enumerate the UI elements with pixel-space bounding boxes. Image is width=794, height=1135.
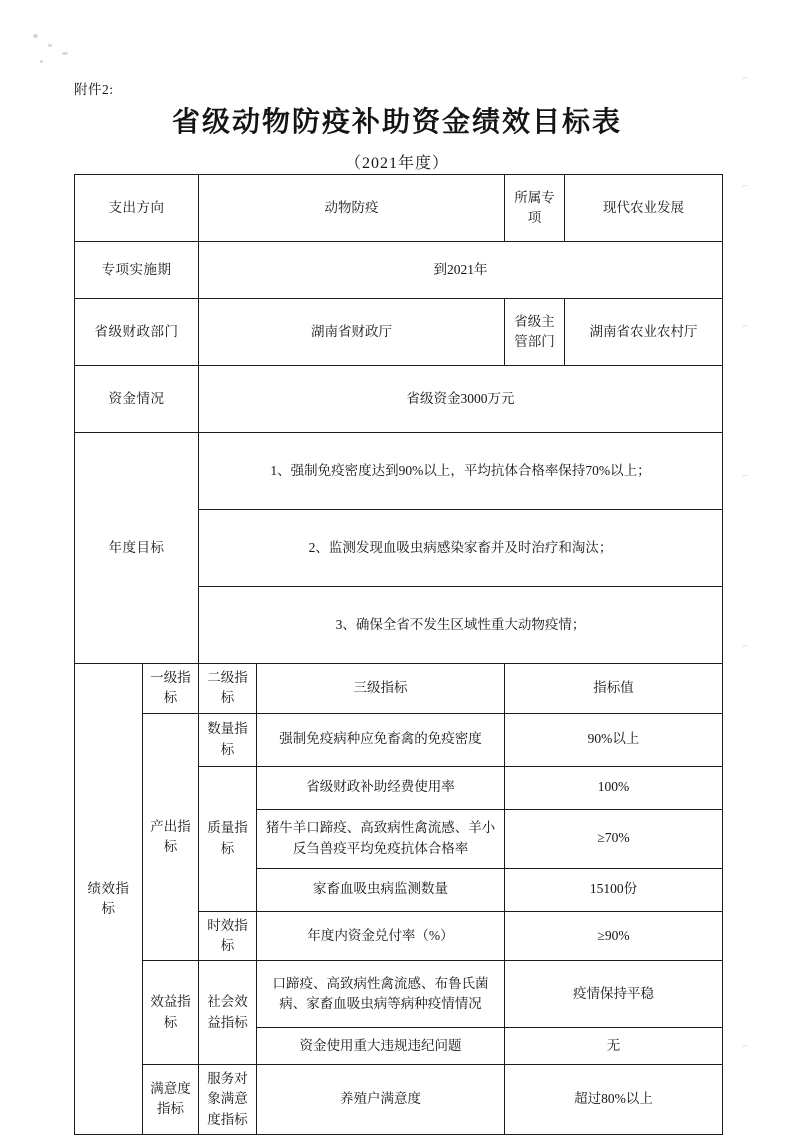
header-value: 指标值 [505, 664, 723, 714]
level1-output: 产出指标 [143, 713, 199, 961]
level3-indicator: 家畜血吸虫病监测数量 [257, 868, 505, 911]
scan-speckle [62, 52, 68, 55]
belong-project-value: 现代农业发展 [565, 175, 723, 242]
level1-benefit: 效益指标 [143, 961, 199, 1065]
table-row [75, 433, 723, 510]
header-level2: 二级指标 [199, 664, 257, 714]
indicator-value: 90%以上 [505, 713, 723, 766]
table-row [75, 175, 723, 242]
level2-timeliness: 时效指标 [199, 911, 257, 961]
competent-dept-value: 湖南省农业农村厅 [565, 299, 723, 366]
attachment-label: 附件2: [74, 82, 114, 97]
level2-service-satisfaction: 服务对象满意度指标 [199, 1065, 257, 1135]
level3-indicator: 省级财政补助经费使用率 [257, 766, 505, 809]
table-row [75, 366, 723, 433]
period-value: 到2021年 [199, 242, 723, 299]
document-page: ⌐ ⌐ ⌐ ⌐ ⌐ ⌐ 附件2: 省级动物防疫补助资金绩效目标表 （2021年度） 支出方向 动物防疫 所属专项 现代农业发展 专项实施期 到2021年 省级财政部门 湖南省财政厅 省级主管部门 湖南省农业农村厅 资金情况 省级资金3000万元 年度目标 1、强制免疫密度达到90%以上，平均抗体合格率保持70%以上； 2、监测发现血吸虫病感染家畜并及时治疗和淘汰； 3、确保全省不发生区域性重大动物疫情； 绩效指标 一级指标 二级指标 三级指标 指标值 产出指标 数量指标 强制免疫病种应免畜禽的免疫密度 90%以上 质量指标 省级财政补助经费使用率 100% 猪牛羊口蹄疫、高致病性禽流感、羊小反刍兽疫平均免疫抗体合格率 ≥70% 家畜血吸虫病监测数量 15100份 时效指标 年度内资金兑付率（%） ≥90% 效益指标 社会效益指标 口蹄疫、高致病性禽流感、布鲁氏菌病、家畜血吸虫病等病种疫情情况 疫情保持平稳 资金使用重大违规违纪问题 无 满意度指标 服务对象满意度指标 养殖户满意度 超过80%以上 [0, 0, 794, 1124]
level3-indicator: 年度内资金兑付率（%） [257, 911, 505, 961]
indicator-value: 15100份 [505, 868, 723, 911]
annual-goal-item: 3、确保全省不发生区域性重大动物疫情； [199, 587, 723, 664]
performance-label: 绩效指标 [75, 664, 143, 1135]
table-row [75, 299, 723, 366]
indicator-value: ≥90% [505, 911, 723, 961]
indicator-value: 超过80%以上 [505, 1065, 723, 1135]
annual-goal-item: 1、强制免疫密度达到90%以上，平均抗体合格率保持70%以上； [199, 433, 723, 510]
level2-quality: 质量指标 [199, 766, 257, 911]
level3-indicator: 强制免疫病种应免畜禽的免疫密度 [257, 713, 505, 766]
level1-satisfaction: 满意度指标 [143, 1065, 199, 1135]
spend-direction-label: 支出方向 [75, 175, 199, 242]
indicator-value: 疫情保持平稳 [505, 961, 723, 1028]
indicator-value: 100% [505, 766, 723, 809]
level3-indicator: 资金使用重大违规违纪问题 [257, 1028, 505, 1065]
spend-direction-value: 动物防疫 [199, 175, 505, 242]
table-row [75, 961, 723, 1028]
table-row [75, 242, 723, 299]
competent-dept-label: 省级主管部门 [505, 299, 565, 366]
table-row [75, 664, 723, 714]
header-level1: 一级指标 [143, 664, 199, 714]
scan-speckle [33, 34, 38, 38]
belong-project-label: 所属专项 [505, 175, 565, 242]
indicator-value: 无 [505, 1028, 723, 1065]
level2-social-benefit: 社会效益指标 [199, 961, 257, 1065]
period-label: 专项实施期 [75, 242, 199, 299]
fund-value: 省级资金3000万元 [199, 366, 723, 433]
level2-quantity: 数量指标 [199, 713, 257, 766]
annual-goal-item: 2、监测发现血吸虫病感染家畜并及时治疗和淘汰； [199, 510, 723, 587]
performance-goal-table [74, 174, 723, 1135]
page-title: 省级动物防疫补助资金绩效目标表 [171, 107, 622, 138]
indicator-value: ≥70% [505, 809, 723, 868]
scan-speckle [40, 60, 43, 63]
level3-indicator: 口蹄疫、高致病性禽流感、布鲁氏菌病、家畜血吸虫病等病种疫情情况 [257, 961, 505, 1028]
finance-dept-label: 省级财政部门 [75, 299, 199, 366]
page-subtitle: （2021年度） [344, 155, 449, 172]
scan-speckle [48, 44, 52, 47]
finance-dept-value: 湖南省财政厅 [199, 299, 505, 366]
fund-label: 资金情况 [75, 366, 199, 433]
header-level3: 三级指标 [257, 664, 505, 714]
annual-goals-label: 年度目标 [75, 433, 199, 664]
level3-indicator: 猪牛羊口蹄疫、高致病性禽流感、羊小反刍兽疫平均免疫抗体合格率 [257, 809, 505, 868]
table-row [75, 713, 723, 766]
level3-indicator: 养殖户满意度 [257, 1065, 505, 1135]
